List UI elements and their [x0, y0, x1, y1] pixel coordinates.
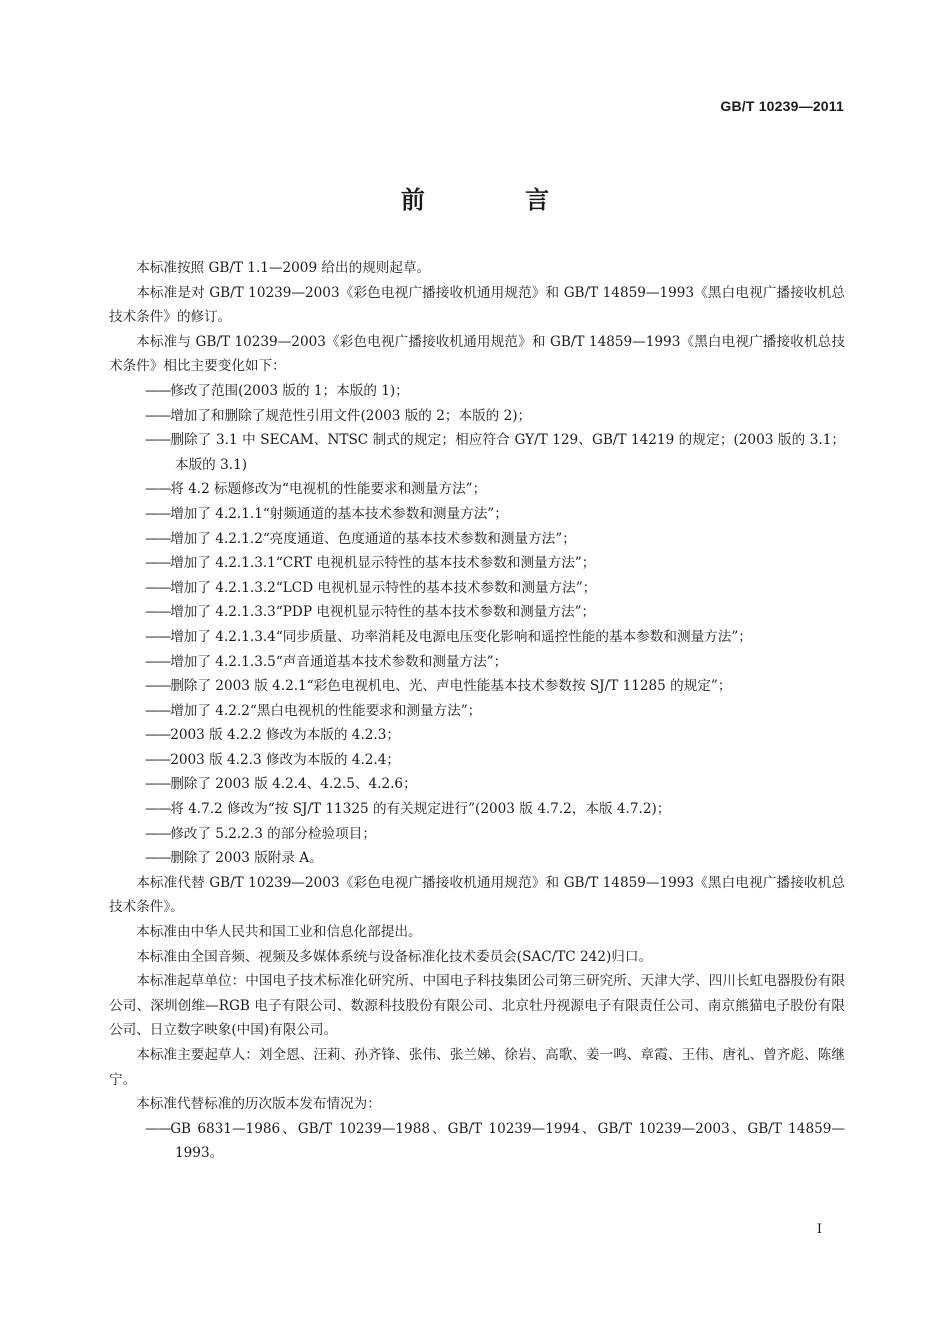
history-item-text: GB 6831—1986、GB/T 10239—1988、GB/T 10239—1994、GB/T 10239—2003、GB/T 14859—1993。	[170, 1120, 845, 1162]
dash-mark: ——	[145, 678, 171, 695]
paragraph-under-jurisdiction: 本标准由全国音频、视频及多媒体系统与设备标准化技术委员会(SAC/TC 242)归口。	[136, 948, 653, 965]
change-item-text: 2003 版 4.2.2 修改为本版的 4.2.3；	[170, 727, 400, 744]
paragraph-replaces: 本标准代替 GB/T 10239—2003《彩色电视广播接收机通用规范》和 GB/T 14859—1993《黑白电视广播接收机总技术条件》。	[109, 874, 845, 916]
change-item	[109, 772, 845, 797]
paragraph-drafters: 本标准主要起草人：刘全恩、汪莉、孙齐锋、张伟、张兰娣、徐岩、高歌、姜一鸣、章霞、王伟、唐礼、曾齐彪、陈继宁。	[109, 1047, 845, 1088]
change-item	[109, 650, 845, 675]
paragraph-proposed-by: 本标准由中华人民共和国工业和信息化部提出。	[136, 924, 422, 941]
dash-mark: ——	[145, 628, 171, 645]
paragraph-history-intro: 本标准代替标准的历次版本发布情况为：	[136, 1096, 381, 1113]
dash-mark: ——	[145, 727, 171, 744]
change-item	[109, 625, 845, 650]
change-item	[109, 846, 845, 871]
dash-mark: ——	[145, 825, 171, 842]
change-item	[109, 502, 845, 527]
change-item	[109, 576, 845, 601]
dash-mark: ——	[145, 382, 171, 399]
change-item-text: 删除了 2003 版 4.2.4、4.2.5、4.2.6；	[170, 776, 417, 793]
standard-code: GB/T 10239—2011	[720, 98, 844, 114]
change-item-text: 增加了 4.2.1.3.2“LCD 电视机显示特性的基本技术参数和测量方法”；	[170, 579, 597, 596]
paragraph-main-changes: 本标准与 GB/T 10239—2003《彩色电视广播接收机通用规范》和 GB/T 14859—1993《黑白电视广播接收机总技术条件》相比主要变化如下：	[109, 333, 845, 375]
change-item-text: 删除了 2003 版附录 A。	[170, 850, 323, 867]
dash-mark: ——	[145, 555, 171, 572]
paragraph-revision: 本标准是对 GB/T 10239—2003《彩色电视广播接收机通用规范》和 GB/T 14859—1993《黑白电视广播接收机总技术条件》的修订。	[109, 284, 845, 326]
dash-mark: ——	[145, 505, 171, 522]
change-item-text: 删除了 2003 版 4.2.1“彩色电视机电、光、声电性能基本技术参数按 SJ/T 11285 的规定”；	[170, 678, 732, 695]
change-item-text: 增加了和删除了规范性引用文件(2003 版的 2；本版的 2)；	[170, 407, 532, 424]
dash-mark: ——	[145, 702, 171, 719]
dash-mark: ——	[145, 776, 171, 793]
change-item	[109, 674, 845, 699]
change-item-text: 增加了 4.2.1.3.4“同步质量、功率消耗及电源电压变化影响和遥控性能的基本参数和测量方法”；	[170, 628, 752, 645]
foreword-body	[109, 256, 845, 1166]
history-item	[109, 1117, 845, 1166]
change-item-text: 增加了 4.2.2“黑白电视机的性能要求和测量方法”；	[170, 702, 482, 719]
dash-mark: ——	[145, 579, 171, 596]
change-item-text: 增加了 4.2.1.1“射频通道的基本技术参数和测量方法”；	[170, 505, 508, 522]
page-number: I	[816, 1222, 822, 1237]
change-item	[109, 797, 845, 822]
paragraph-drafting-rules: 本标准按照 GB/T 1.1—2009 给出的规则起草。	[136, 260, 431, 276]
change-item-text: 增加了 4.2.1.3.5“声音通道基本技术参数和测量方法”；	[170, 653, 508, 670]
dash-mark: ——	[145, 432, 171, 449]
change-item	[109, 477, 845, 502]
dash-mark: ——	[145, 604, 171, 621]
paragraph-drafting-units: 本标准起草单位：中国电子技术标准化研究所、中国电子科技集团公司第三研究所、天津大学、四川长虹电器股份有限公司、深圳创维—RGB 电子有限公司、数源科技股份有限公司、北京牡丹视源电子有限责任公司、南京熊猫电子股份有限公司、日立数字映象(中国)有限公司。	[109, 973, 845, 1039]
dash-mark: ——	[145, 481, 171, 498]
change-item-text: 增加了 4.2.1.3.3“PDP 电视机显示特性的基本技术参数和测量方法”；	[170, 604, 596, 621]
page-title: 前 言	[400, 186, 596, 214]
change-item-text: 增加了 4.2.1.2“亮度通道、色度通道的基本技术参数和测量方法”；	[170, 530, 576, 547]
dash-mark: ——	[145, 653, 171, 670]
change-item	[109, 699, 845, 724]
dash-mark: ——	[145, 407, 171, 424]
change-item	[109, 551, 845, 576]
dash-mark: ——	[145, 530, 171, 547]
change-item	[109, 822, 845, 847]
change-item	[109, 527, 845, 552]
change-item-text: 修改了范围(2003 版的 1；本版的 1)；	[170, 382, 409, 399]
change-item-text: 增加了 4.2.1.3.1“CRT 电视机显示特性的基本技术参数和测量方法”；	[170, 555, 596, 572]
change-item-text: 2003 版 4.2.3 修改为本版的 4.2.4；	[170, 751, 400, 768]
change-item	[109, 404, 845, 429]
dash-mark: ——	[145, 850, 171, 867]
change-item-text: 将 4.2 标题修改为“电视机的性能要求和测量方法”；	[170, 481, 487, 498]
dash-mark: ——	[145, 801, 171, 818]
change-item	[109, 723, 845, 748]
change-item-text: 将 4.7.2 修改为“按 SJ/T 11325 的有关规定进行”(2003 版 4.7.2，本版 4.7.2)；	[170, 801, 671, 818]
change-item-text: 删除了 3.1 中 SECAM、NTSC 制式的规定；相应符合 GY/T 129、GB/T 14219 的规定；(2003 版的 3.1；本版的 3.1)	[170, 432, 845, 473]
change-item	[109, 600, 845, 625]
change-item	[109, 748, 845, 773]
change-item-text: 修改了 5.2.2.3 的部分检验项目；	[170, 825, 376, 842]
change-item	[109, 428, 845, 477]
dash-mark: ——	[145, 1120, 171, 1137]
change-item	[109, 379, 845, 404]
dash-mark: ——	[145, 751, 171, 768]
